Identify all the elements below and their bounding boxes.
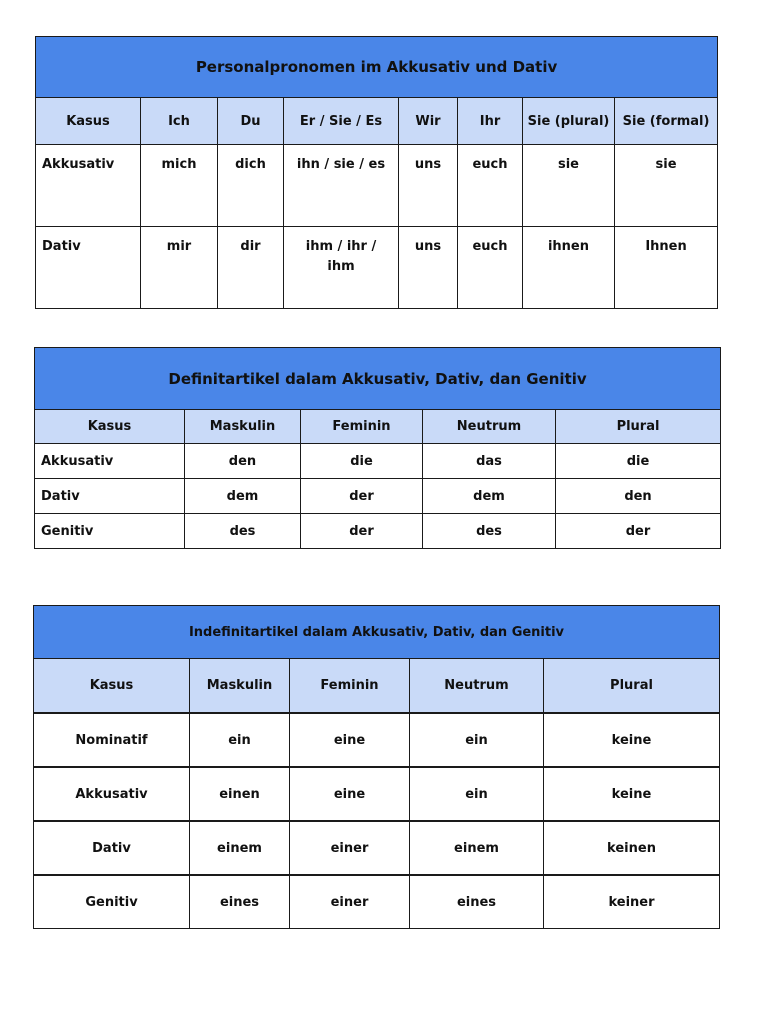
table-cell: sie <box>523 145 615 227</box>
indefinitartikel-table <box>33 605 720 929</box>
column-header: Maskulin <box>185 410 301 444</box>
table-cell: mich <box>141 145 218 227</box>
table-cell: einer <box>290 821 410 875</box>
table-cell: des <box>185 514 301 549</box>
table-cell: Ihnen <box>615 227 718 309</box>
table-cell: mir <box>141 227 218 309</box>
table-cell: dem <box>423 479 556 514</box>
row-label: Akkusativ <box>36 145 141 227</box>
table-row <box>35 444 721 479</box>
column-header: Plural <box>556 410 721 444</box>
table-cell: die <box>301 444 423 479</box>
table-cell: dich <box>218 145 284 227</box>
column-header: Wir <box>399 98 458 145</box>
row-label: Nominatif <box>34 713 190 767</box>
table-cell: uns <box>399 145 458 227</box>
column-header: Neutrum <box>423 410 556 444</box>
table-cell: eines <box>410 875 544 929</box>
table-cell: den <box>185 444 301 479</box>
table-cell: keiner <box>544 875 720 929</box>
column-header: Plural <box>544 659 720 714</box>
table-cell: einem <box>410 821 544 875</box>
column-header: Feminin <box>290 659 410 714</box>
table-title: Indefinitartikel dalam Akkusativ, Dativ, dan Genitiv <box>34 606 720 659</box>
table-cell: keine <box>544 713 720 767</box>
row-label: Akkusativ <box>35 444 185 479</box>
table-cell: euch <box>458 227 523 309</box>
column-header: Kasus <box>34 659 190 714</box>
table-row <box>36 145 718 227</box>
table-cell: keinen <box>544 821 720 875</box>
column-header: Maskulin <box>190 659 290 714</box>
table-cell: den <box>556 479 721 514</box>
table-cell: sie <box>615 145 718 227</box>
table-title: Personalpronomen im Akkusativ und Dativ <box>36 37 718 98</box>
table-cell: ein <box>410 767 544 821</box>
column-header: Kasus <box>36 98 141 145</box>
table-cell: der <box>556 514 721 549</box>
table-cell: ihn / sie / es <box>284 145 399 227</box>
table-cell: einem <box>190 821 290 875</box>
table-cell: dir <box>218 227 284 309</box>
row-label: Dativ <box>34 821 190 875</box>
column-header: Neutrum <box>410 659 544 714</box>
row-label: Akkusativ <box>34 767 190 821</box>
table-cell: der <box>301 514 423 549</box>
table-row <box>34 875 720 929</box>
column-header: Du <box>218 98 284 145</box>
table-row <box>35 479 721 514</box>
column-header: Er / Sie / Es <box>284 98 399 145</box>
column-header: Sie (formal) <box>615 98 718 145</box>
table-cell: eine <box>290 767 410 821</box>
table-row <box>36 227 718 309</box>
table-cell: das <box>423 444 556 479</box>
table-cell: eine <box>290 713 410 767</box>
table-cell: eines <box>190 875 290 929</box>
column-header: Ihr <box>458 98 523 145</box>
table-title: Definitartikel dalam Akkusativ, Dativ, dan Genitiv <box>35 348 721 410</box>
table-cell: der <box>301 479 423 514</box>
table-cell: uns <box>399 227 458 309</box>
table-row <box>34 821 720 875</box>
table-cell: euch <box>458 145 523 227</box>
table-cell: einen <box>190 767 290 821</box>
row-label: Dativ <box>36 227 141 309</box>
personalpronomen-table <box>35 36 718 309</box>
table-cell: ihm / ihr / ihm <box>284 227 399 309</box>
table-row <box>34 767 720 821</box>
table-cell: einer <box>290 875 410 929</box>
table-cell: ein <box>190 713 290 767</box>
table-cell: ihnen <box>523 227 615 309</box>
column-header: Sie (plural) <box>523 98 615 145</box>
table-cell: die <box>556 444 721 479</box>
column-header: Feminin <box>301 410 423 444</box>
row-label: Dativ <box>35 479 185 514</box>
table-cell: ein <box>410 713 544 767</box>
row-label: Genitiv <box>35 514 185 549</box>
table-cell: keine <box>544 767 720 821</box>
table-cell: dem <box>185 479 301 514</box>
column-header: Ich <box>141 98 218 145</box>
table-row <box>35 514 721 549</box>
row-label: Genitiv <box>34 875 190 929</box>
table-row <box>34 713 720 767</box>
column-header: Kasus <box>35 410 185 444</box>
table-cell: des <box>423 514 556 549</box>
definitartikel-table <box>34 347 721 549</box>
